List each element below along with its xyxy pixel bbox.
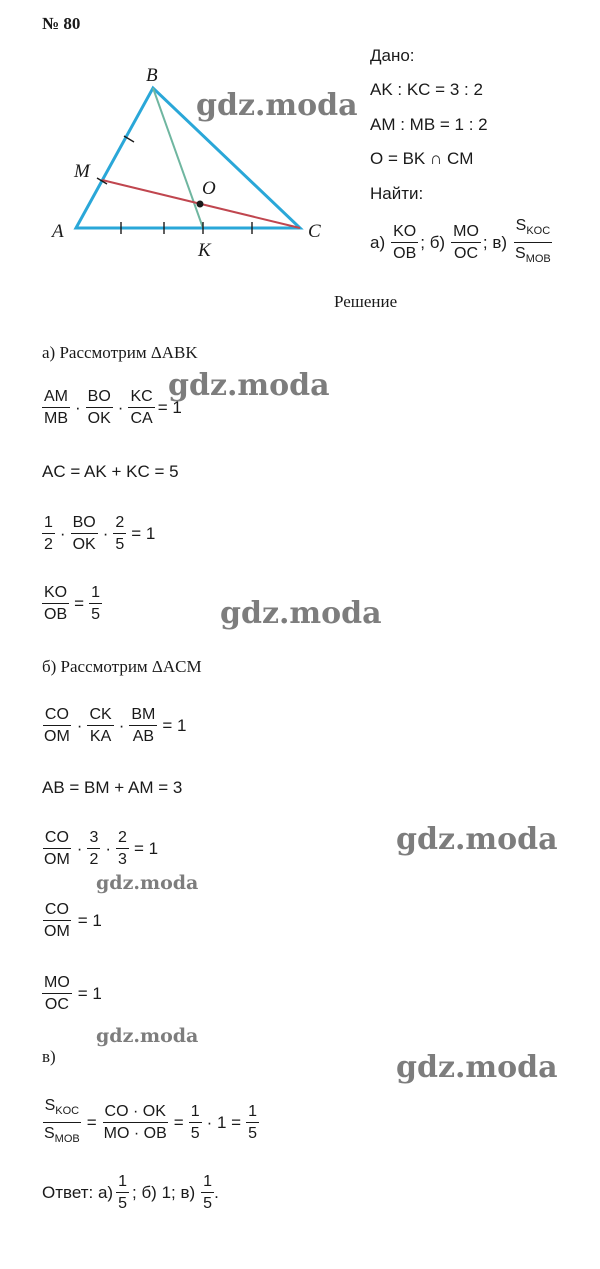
part-b-eq1: $\frac{CO}{OM}$ · $\frac{CK}{KA}$ · $\frac{BM}{AB}$ = 1: [44, 706, 187, 745]
watermark: gdz.moda: [396, 822, 558, 857]
label-m: M: [74, 161, 90, 182]
part-c-header: в): [42, 1047, 56, 1066]
watermark: gdz.moda: [220, 596, 382, 631]
find-b-num: MO: [451, 222, 481, 243]
part-a-eq2: AC = AK + KC = 5: [42, 462, 179, 481]
watermark: gdz.moda: [396, 1050, 558, 1085]
part-c-eq: $\frac{S_{KOC}}{S_{MOB}}$ = $\frac{CO \cdot OK}{MO \cdot OB}$ = $\frac{1}{5}$ · 1 = $\frac{1}{5}$: [44, 1097, 258, 1146]
part-b-header: б) Рассмотрим ΔACM: [42, 657, 202, 676]
find-c-num: S: [515, 217, 527, 234]
label-b: B: [146, 65, 158, 86]
part-b-eq2: AB = BM + AM = 3: [42, 778, 183, 797]
find-line: [370, 216, 553, 269]
watermark: gdz.moda: [168, 368, 330, 403]
answer-line: Ответ: а) $\frac{1}{5}$ ; б) 1; в) $\frac{1}{5}$ .: [42, 1173, 219, 1212]
find-c-fraction: [513, 216, 553, 269]
find-c-den: S: [515, 245, 526, 263]
label-o: O: [202, 178, 216, 199]
find-a-label: а): [370, 232, 386, 252]
find-a-fraction: [391, 222, 418, 263]
part-b-eq3: $\frac{CO}{OM}$ · $\frac{3}{2}$ · $\frac{2}{3}$ = 1: [44, 829, 159, 868]
find-c-den-sub: MOB: [525, 253, 551, 266]
label-c: C: [308, 221, 321, 242]
label-k: K: [198, 240, 211, 261]
problem-number: № 80: [42, 14, 81, 33]
solution-title: Решение: [334, 292, 398, 311]
part-a-eq3: $\frac{1}{2}$ · $\frac{BO}{OK}$ · $\frac{2}{5}$ = 1: [44, 514, 156, 553]
find-c-num-sub: KOC: [526, 225, 551, 238]
find-sep-1: ; б): [420, 232, 446, 252]
part-b-eq5: $\frac{MO}{OC}$ = 1: [44, 974, 102, 1013]
watermark: gdz.moda: [96, 872, 199, 894]
part-a-eq1: $\frac{AM}{MB}$ · $\frac{BO}{OK}$ · $\frac{KC}{CA}$ = 1: [44, 388, 182, 427]
find-a-num: KO: [391, 222, 418, 243]
find-title: Найти:: [370, 184, 424, 203]
watermark: gdz.moda: [96, 1025, 199, 1047]
given-title: Дано:: [370, 46, 415, 65]
watermark: gdz.moda: [196, 88, 358, 123]
find-b-den: OC: [454, 245, 478, 263]
part-a-header: а) Рассмотрим ΔABK: [42, 343, 198, 362]
part-a-eq4: $\frac{KO}{OB}$ = $\frac{1}{5}$: [44, 584, 100, 623]
find-b-fraction: [451, 222, 481, 263]
find-a-den: OB: [393, 245, 417, 263]
given-line-2: AM : MB = 1 : 2: [370, 115, 488, 134]
part-b-eq4: $\frac{CO}{OM}$ = 1: [44, 901, 102, 940]
find-sep-2: ; в): [482, 232, 508, 252]
answer-label: Ответ: а): [42, 1182, 114, 1202]
given-line-1: AK : KC = 3 : 2: [370, 80, 483, 99]
point-o: [197, 201, 204, 208]
label-a: A: [52, 221, 64, 242]
given-line-3: O = BK ∩ CM: [370, 149, 474, 168]
